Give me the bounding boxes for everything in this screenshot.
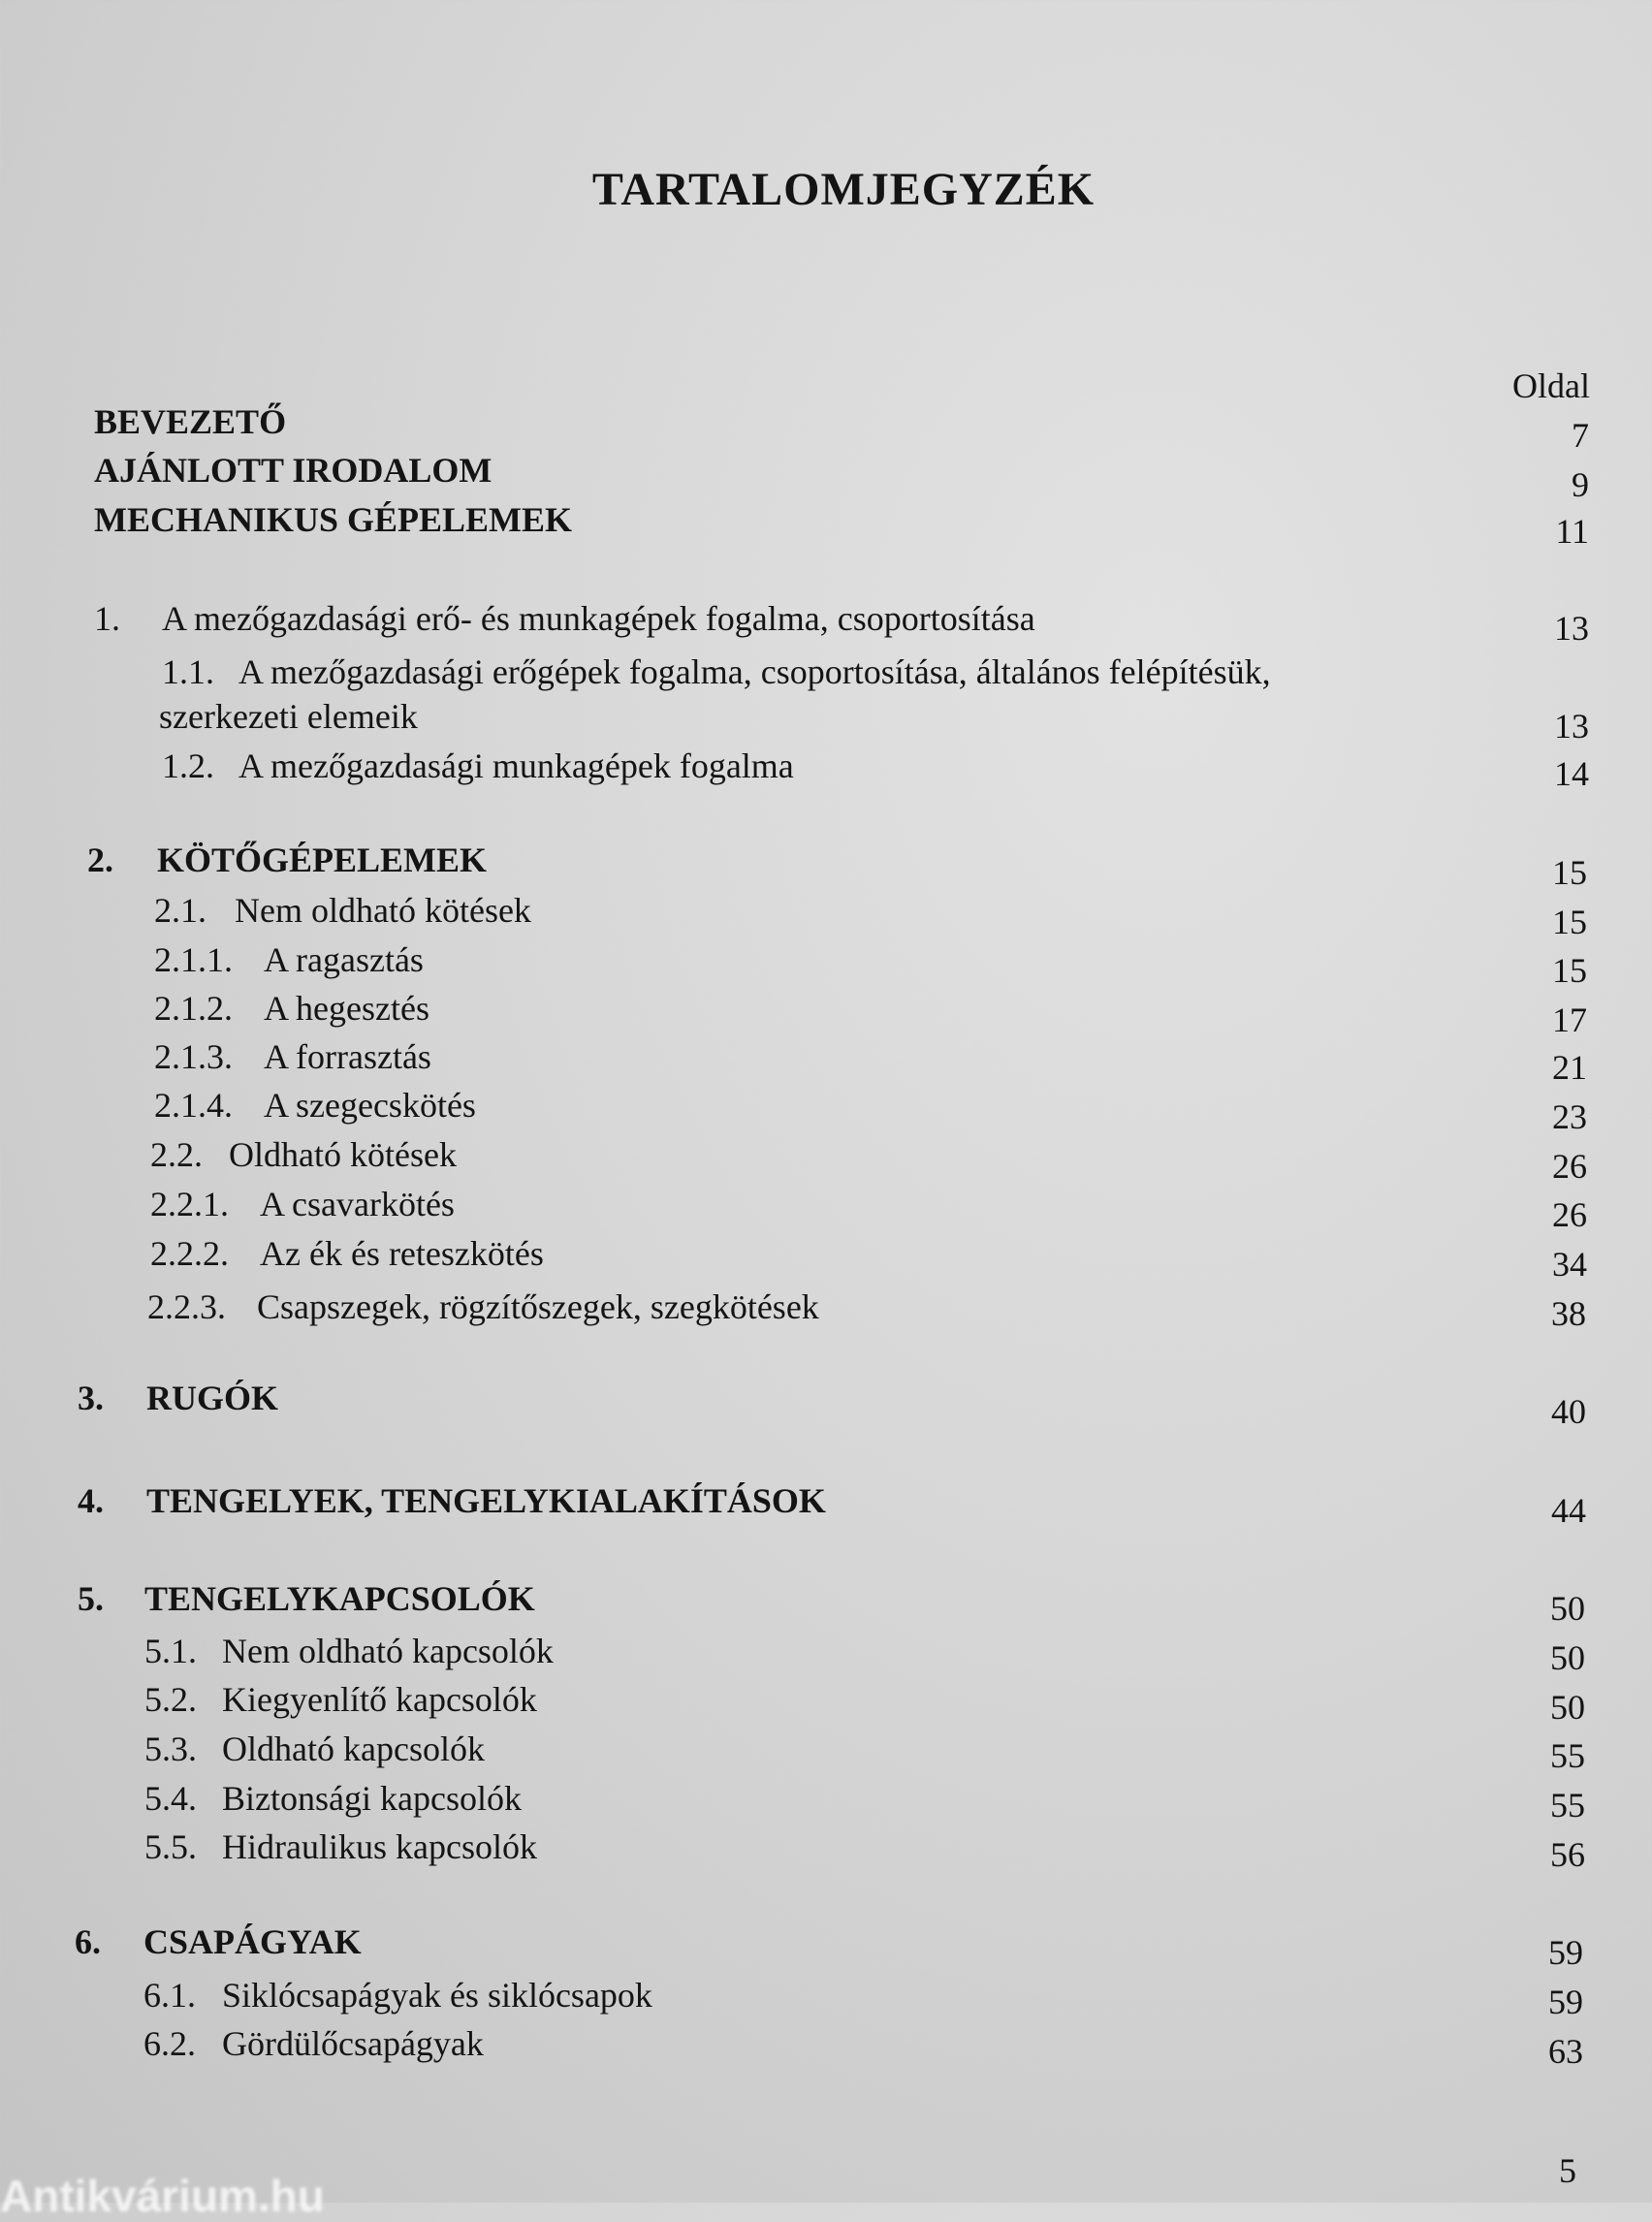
toc-entry-page: 15 <box>1552 853 1587 892</box>
section-title: Biztonsági kapcsolók <box>222 1779 522 1818</box>
section-number: 2.2. <box>150 1135 203 1174</box>
section-number: 6.1. <box>143 1976 196 2015</box>
toc-entry-page: 26 <box>1552 1195 1587 1234</box>
section-title: A csavarkötés <box>260 1185 455 1223</box>
toc-entry-page: 15 <box>1552 903 1587 941</box>
page-column-header: Oldal <box>1512 366 1590 405</box>
section-number: 5.4. <box>144 1779 197 1818</box>
toc-entry-page: 14 <box>1554 754 1589 793</box>
section-title: Csapszegek, rögzítőszegek, szegkötések <box>257 1287 819 1326</box>
section-title: A hegesztés <box>264 989 429 1028</box>
section-number: 5.2. <box>144 1680 197 1719</box>
chapter-title: A mezőgazdasági erő- és munkagépek fogalma, csoportosítása <box>162 599 1035 638</box>
toc-entry-page: 13 <box>1554 707 1589 746</box>
toc-entry-page: 15 <box>1552 951 1587 990</box>
section-number: 2.2.1. <box>150 1185 229 1223</box>
toc-entry-page: 13 <box>1554 609 1589 648</box>
toc-entry-page: 50 <box>1550 1688 1585 1727</box>
section-title: A mezőgazdasági munkagépek fogalma <box>238 746 794 785</box>
toc-entry-label: AJÁNLOTT IRODALOM <box>94 451 492 490</box>
toc-entry-page: 11 <box>1555 512 1589 551</box>
chapter-title: CSAPÁGYAK <box>143 1922 362 1961</box>
chapter-number: 3. <box>78 1379 104 1417</box>
toc-entry-page: 34 <box>1552 1245 1587 1284</box>
section-title: Kiegyenlítő kapcsolók <box>222 1680 537 1719</box>
section-title: Gördülőcsapágyak <box>222 2024 484 2063</box>
section-number: 2.1.2. <box>154 989 233 1028</box>
section-title-continued: szerkezeti elemeik <box>159 697 418 736</box>
toc-entry-page: 17 <box>1552 1000 1587 1039</box>
toc-entry-page: 7 <box>1572 416 1589 455</box>
toc-entry-page: 44 <box>1551 1491 1586 1530</box>
toc-entry-page: 55 <box>1550 1786 1585 1825</box>
section-title: Siklócsapágyak és siklócsapok <box>222 1976 652 2015</box>
toc-entry-page: 38 <box>1551 1294 1586 1333</box>
chapter-number: 4. <box>78 1481 104 1520</box>
toc-entry-page: 55 <box>1550 1736 1585 1775</box>
chapter-title: KÖTŐGÉPELEMEK <box>157 841 488 879</box>
toc-entry-page: 63 <box>1548 2032 1583 2071</box>
section-number: 1.2. <box>162 746 214 785</box>
section-number: 2.2.3. <box>147 1287 226 1326</box>
toc-entry-page: 59 <box>1548 1983 1583 2021</box>
toc-entry-page: 50 <box>1550 1589 1585 1628</box>
chapter-title: TENGELYKAPCSOLÓK <box>144 1579 535 1618</box>
section-number: 2.1.4. <box>154 1086 233 1125</box>
section-title: Az ék és reteszkötés <box>260 1234 544 1273</box>
section-number: 2.1.1. <box>154 940 233 979</box>
section-number: 1.1. <box>162 652 214 691</box>
toc-entry-page: 59 <box>1548 1933 1583 1972</box>
section-title: A ragasztás <box>264 940 424 979</box>
toc-entry-label: BEVEZETŐ <box>94 402 287 441</box>
section-title: Nem oldható kötések <box>235 891 531 930</box>
chapter-number: 1. <box>94 599 120 638</box>
toc-entry-page: 9 <box>1572 465 1589 504</box>
section-title: Oldható kötések <box>229 1135 457 1174</box>
chapter-number: 5. <box>78 1579 104 1618</box>
chapter-title: TENGELYEK, TENGELYKIALAKÍTÁSOK <box>146 1481 826 1520</box>
section-title: Nem oldható kapcsolók <box>222 1632 554 1670</box>
section-title: Hidraulikus kapcsolók <box>222 1827 537 1866</box>
toc-entry-page: 23 <box>1552 1097 1587 1136</box>
section-number: 5.1. <box>144 1632 197 1670</box>
section-title: A mezőgazdasági erőgépek fogalma, csoportosítása, általános felépítésük, <box>238 652 1271 691</box>
section-number: 2.1.3. <box>154 1037 233 1076</box>
section-title: Oldható kapcsolók <box>222 1730 485 1768</box>
toc-entry-page: 56 <box>1550 1835 1585 1874</box>
toc-entry-page: 21 <box>1552 1048 1587 1087</box>
chapter-title: RUGÓK <box>146 1379 279 1417</box>
watermark: Antikvárium.hu <box>0 2171 325 2221</box>
section-number: 5.3. <box>144 1730 197 1768</box>
section-number: 5.5. <box>144 1827 197 1866</box>
toc-entry-page: 50 <box>1550 1638 1585 1677</box>
chapter-number: 6. <box>75 1922 101 1961</box>
section-title: A szegecskötés <box>264 1086 476 1125</box>
page-title: TARTALOMJEGYZÉK <box>591 164 1096 215</box>
chapter-number: 2. <box>87 841 113 879</box>
toc-entry-page: 26 <box>1552 1147 1587 1186</box>
section-number: 2.1. <box>154 891 206 930</box>
section-number: 2.2.2. <box>150 1234 229 1273</box>
toc-entry-page: 40 <box>1551 1392 1586 1431</box>
toc-entry-label: MECHANIKUS GÉPELEMEK <box>94 500 573 539</box>
section-title: A forrasztás <box>264 1037 431 1076</box>
section-number: 6.2. <box>143 2024 196 2063</box>
page-number: 5 <box>1559 2151 1576 2190</box>
